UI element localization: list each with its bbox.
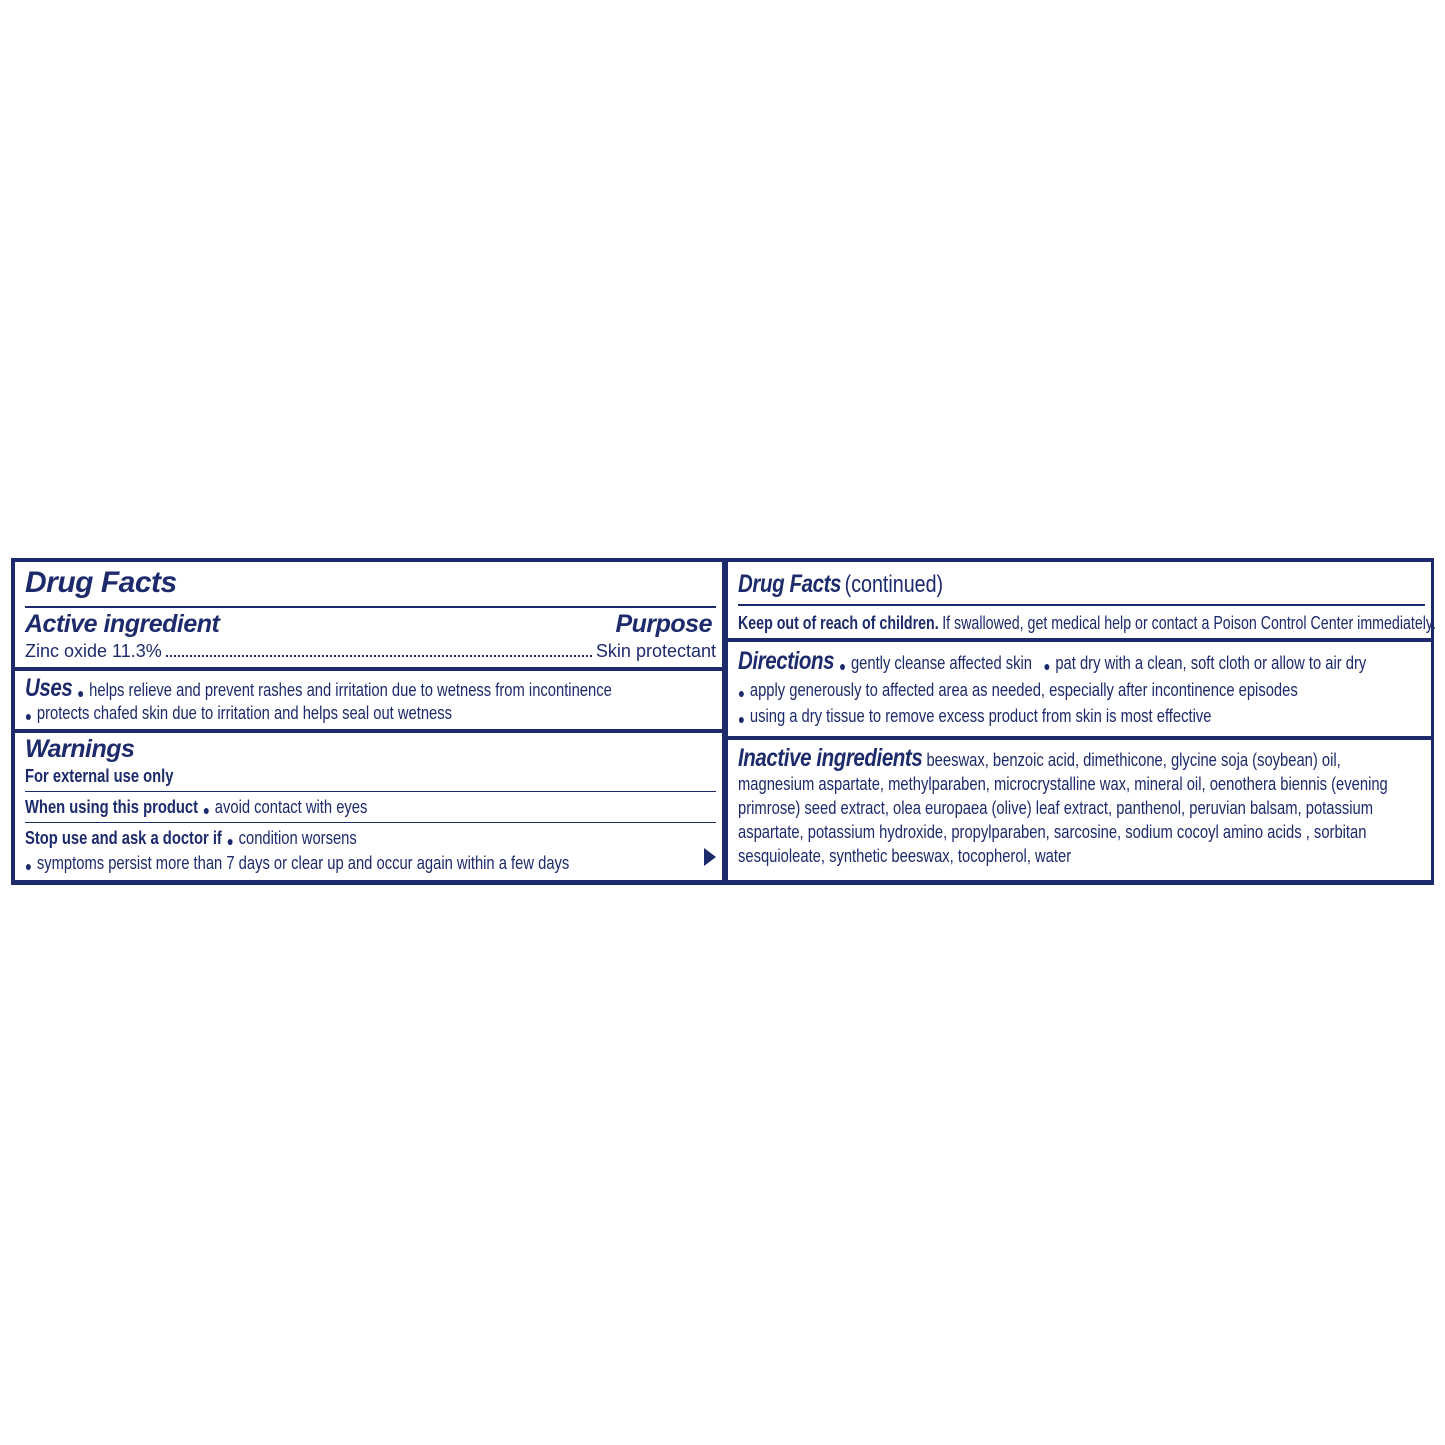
bullet-icon: ●: [226, 833, 234, 849]
stop-use-heading: Stop use and ask a doctor if: [25, 828, 222, 848]
bullet-icon: ●: [25, 708, 32, 724]
stop-use-item: condition worsens: [238, 828, 357, 848]
directions-panel: [728, 642, 1431, 736]
uses-item: protects chafed skin due to irritation and helps seal out wetness: [36, 703, 453, 723]
keep-out-heading: Keep out of reach of children.: [738, 613, 939, 633]
when-using-text: avoid contact with eyes: [214, 797, 368, 817]
active-ingredient-panel: [15, 562, 722, 667]
inactive-ingredients-heading: Inactive ingredients: [738, 744, 923, 772]
section-rule: [25, 822, 716, 823]
bullet-icon: ●: [202, 802, 210, 818]
section-rule: [25, 791, 716, 792]
bullet-icon: ●: [839, 658, 847, 674]
bullet-icon: ●: [738, 711, 745, 727]
directions-item: pat dry with a clean, soft cloth or allow to air dry: [1055, 653, 1367, 673]
stop-use-item: symptoms persist more than 7 days or clear up and occur again within a few days: [36, 853, 570, 873]
inactive-ingredients-panel: [728, 740, 1431, 880]
directions-heading: Directions: [738, 647, 835, 675]
purpose-heading: Purpose: [615, 610, 712, 638]
drug-facts-title: Drug Facts: [25, 566, 177, 599]
external-use-text: For external use only: [25, 766, 174, 786]
drug-facts-label: [11, 558, 1434, 885]
bullet-icon: ●: [1043, 658, 1051, 674]
directions-item: apply generously to affected area as needed, especially after incontinence episodes: [749, 680, 1298, 700]
active-ingredient-heading: Active ingredient: [25, 610, 220, 638]
keep-out-panel: [728, 562, 1436, 638]
when-using-heading: When using this product: [25, 797, 199, 817]
directions-item: gently cleanse affected skin: [850, 653, 1033, 673]
inactive-ingredients-text: beeswax, benzoic acid, dimethicone, glycine soja (soybean) oil, magnesium aspartate, methylparaben, microcrystalline wax, mineral oil, oenothera biennis (evening primrose) seed extract, olea europaea (olive) leaf extract, panthenol, peruvian balsam, potassium aspartate, potassium hydroxide, propylparaben, sarcosine, sodium cocoyl amino acids , sorbitan sesquioleate, synthetic beeswax, tocopherol, water: [738, 750, 1388, 866]
active-ingredient-name: Zinc oxide 11.3%: [25, 641, 162, 661]
warnings-panel: [15, 733, 722, 880]
title-rule: [738, 604, 1425, 606]
uses-heading: Uses: [25, 674, 73, 702]
warnings-heading: Warnings: [25, 735, 135, 763]
bullet-icon: ●: [25, 858, 32, 874]
dot-leader: [166, 655, 592, 657]
drug-facts-continued-title: Drug Facts: [738, 570, 841, 598]
directions-item: using a dry tissue to remove excess product from skin is most effective: [749, 706, 1212, 726]
active-ingredient-purpose: Skin protectant: [595, 641, 716, 661]
uses-item: helps relieve and prevent rashes and irritation due to wetness from incontinence: [89, 680, 612, 700]
continued-suffix: (continued): [844, 571, 944, 598]
bullet-icon: ●: [77, 685, 85, 701]
continue-arrow-icon: [704, 848, 716, 866]
keep-out-text: If swallowed, get medical help or contact a Poison Control Center immediately.: [942, 613, 1436, 633]
bullet-icon: ●: [738, 685, 745, 701]
uses-panel: [15, 671, 722, 729]
title-rule: [25, 606, 716, 608]
